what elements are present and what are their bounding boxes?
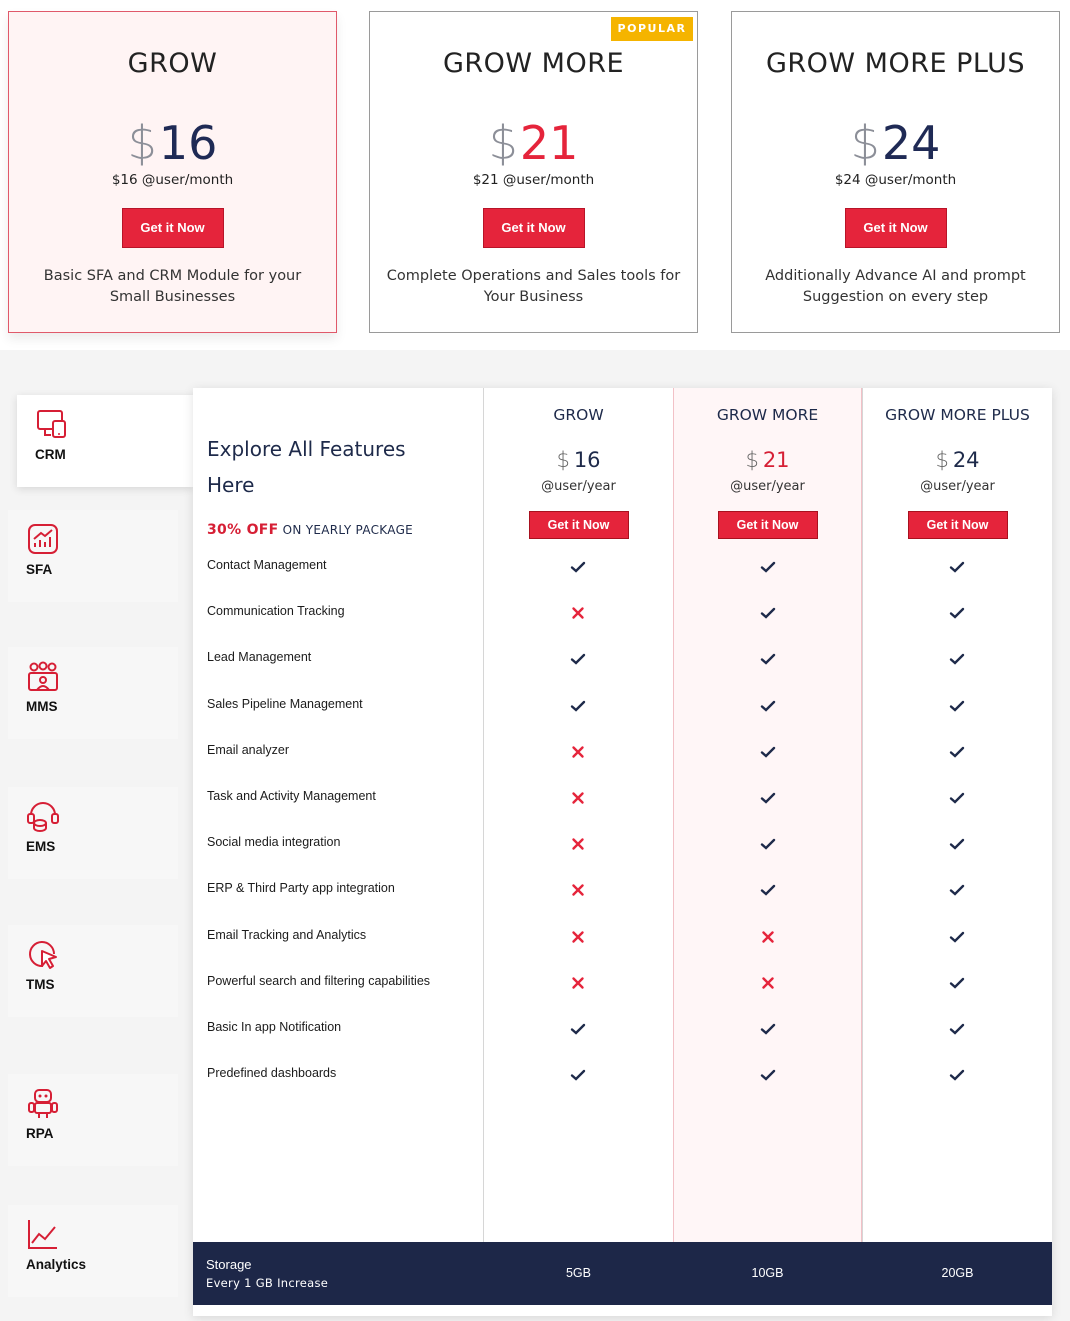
feature-name: Basic In app Notification	[207, 1020, 342, 1034]
explore-heading-line: Explore All Features	[207, 437, 406, 461]
cross-icon	[570, 882, 586, 898]
feature-row	[193, 1063, 1052, 1087]
column-price-per: @user/year	[730, 479, 805, 494]
check-icon	[949, 651, 965, 667]
plan-title: GROW	[127, 48, 218, 79]
feature-name: Social media integration	[207, 835, 341, 850]
check-icon	[760, 882, 776, 898]
check-icon	[570, 651, 586, 667]
currency-symbol: $	[935, 448, 949, 472]
sidebar-item-sfa[interactable]	[8, 510, 178, 602]
storage-value-grow: 5GB	[565, 1266, 591, 1280]
check-icon	[760, 651, 776, 667]
currency-symbol: $	[850, 116, 880, 170]
feature-name: Sales Pipeline Management	[207, 696, 363, 711]
sidebar-item-analytics[interactable]	[8, 1205, 178, 1297]
check-icon	[949, 836, 965, 852]
ems-support-icon	[26, 799, 60, 833]
cross-icon	[570, 836, 586, 852]
cross-icon	[570, 975, 586, 991]
price-amount: 21	[519, 116, 579, 170]
cross-icon	[570, 790, 586, 806]
feature-row	[193, 647, 1052, 671]
check-icon	[949, 698, 965, 714]
column-divider	[862, 388, 863, 1242]
tms-cursor-icon	[26, 937, 60, 971]
mms-team-icon	[26, 659, 60, 693]
column-divider	[483, 388, 484, 1242]
check-icon	[949, 975, 965, 991]
feature-row	[193, 601, 1052, 625]
storage-sublabel: Every 1 GB Increase	[206, 1276, 329, 1290]
cross-icon	[760, 975, 776, 991]
plan-price	[370, 116, 697, 170]
sidebar-item-tms[interactable]	[8, 925, 178, 1017]
feature-name: Task and Activity Management	[207, 789, 376, 803]
check-icon	[760, 1067, 776, 1083]
check-icon	[760, 836, 776, 852]
column-plan-name: GROW MORE PLUS	[885, 406, 1030, 424]
feature-name: Powerful search and filtering capabilities	[207, 973, 431, 988]
sidebar-item-mms[interactable]	[8, 647, 178, 739]
check-icon	[760, 605, 776, 621]
sidebar-item-crm[interactable]	[17, 395, 193, 487]
get-it-now-button-grow-more[interactable]: Get it Now	[483, 208, 585, 248]
plan-price	[9, 116, 336, 170]
cross-icon	[570, 744, 586, 760]
column-price-per: @user/year	[541, 479, 616, 494]
cross-icon	[570, 605, 586, 621]
feature-name: Communication Tracking	[207, 604, 345, 619]
check-icon	[570, 559, 586, 575]
crm-devices-icon	[35, 407, 69, 441]
plan-description: Complete Operations and Sales tools for Your Business	[386, 268, 681, 305]
yearly-offer	[207, 522, 413, 538]
plan-title: GROW MORE	[442, 48, 625, 79]
rpa-robot-icon	[26, 1086, 60, 1120]
price-amount: 21	[762, 448, 790, 472]
feature-row	[193, 925, 1052, 949]
price-amount: 24	[881, 116, 941, 170]
plan-title: GROW MORE PLUS	[765, 48, 1026, 79]
sidebar-item-label: RPA	[26, 1126, 54, 1141]
check-icon	[760, 559, 776, 575]
sidebar-item-label: Analytics	[26, 1257, 87, 1272]
table-get-it-now-button-grow[interactable]: Get it Now	[529, 511, 629, 539]
feature-row	[193, 971, 1052, 995]
check-icon	[949, 1067, 965, 1083]
pricing-card-grow-more-plus	[731, 11, 1060, 333]
currency-symbol: $	[127, 116, 157, 170]
sidebar-item-rpa[interactable]	[8, 1074, 178, 1166]
column-plan-price	[484, 448, 673, 472]
feature-row	[193, 786, 1052, 810]
explore-heading	[207, 431, 406, 503]
currency-symbol: $	[488, 116, 518, 170]
column-plan-name: GROW	[553, 406, 604, 424]
check-icon	[760, 744, 776, 760]
cross-icon	[570, 929, 586, 945]
sidebar-item-label: MMS	[26, 699, 58, 714]
feature-comparison-table	[193, 388, 1052, 1316]
storage-value-grow-more: 10GB	[751, 1266, 784, 1280]
feature-row	[193, 555, 1052, 579]
check-icon	[949, 744, 965, 760]
check-icon	[570, 1021, 586, 1037]
check-icon	[570, 698, 586, 714]
offer-text: ON YEARLY PACKAGE	[278, 523, 414, 537]
price-per-user: $16 @user/month	[111, 172, 234, 188]
feature-name: Email Tracking and Analytics	[207, 927, 367, 942]
sidebar-item-label: TMS	[26, 977, 55, 992]
check-icon	[949, 1021, 965, 1037]
get-it-now-button-grow[interactable]: Get it Now	[122, 208, 224, 248]
feature-row	[193, 878, 1052, 902]
table-get-it-now-button-grow-more-plus[interactable]: Get it Now	[908, 511, 1008, 539]
sidebar-item-label: CRM	[35, 447, 66, 462]
price-amount: 16	[573, 448, 601, 472]
price-per-user: $24 @user/month	[834, 172, 957, 188]
sidebar-item-label: SFA	[26, 562, 53, 577]
price-amount: 24	[952, 448, 980, 472]
feature-name: Contact Management	[207, 558, 327, 572]
check-icon	[760, 1021, 776, 1037]
column-plan-price	[863, 448, 1052, 472]
sfa-chart-icon	[26, 522, 60, 556]
sidebar-item-ems[interactable]	[8, 787, 178, 879]
feature-row	[193, 832, 1052, 856]
sidebar-item-label: EMS	[26, 839, 56, 854]
offer-percent: 30% OFF	[207, 522, 279, 538]
plan-description: Basic SFA and CRM Module for your Small Businesses	[43, 268, 302, 305]
column-plan-name: GROW MORE	[716, 406, 819, 424]
check-icon	[760, 698, 776, 714]
column-price-per: @user/year	[920, 479, 995, 494]
feature-row	[193, 694, 1052, 718]
storage-row	[193, 1242, 1052, 1305]
get-it-now-button-grow-more-plus[interactable]: Get it Now	[845, 208, 947, 248]
table-get-it-now-button-grow-more[interactable]: Get it Now	[718, 511, 818, 539]
feature-name: Predefined dashboards	[207, 1066, 337, 1081]
pricing-card-grow	[8, 11, 337, 333]
currency-symbol: $	[556, 448, 570, 472]
feature-name: ERP & Third Party app integration	[207, 881, 395, 896]
storage-label: Storage	[206, 1257, 252, 1272]
price-amount: 16	[158, 116, 218, 170]
feature-row	[193, 1017, 1052, 1041]
check-icon	[949, 790, 965, 806]
pricing-card-grow-more	[369, 11, 698, 333]
check-icon	[949, 929, 965, 945]
currency-symbol: $	[745, 448, 759, 472]
check-icon	[570, 1067, 586, 1083]
column-plan-price	[673, 448, 862, 472]
price-per-user: $21 @user/month	[472, 172, 595, 188]
check-icon	[760, 790, 776, 806]
cross-icon	[760, 929, 776, 945]
check-icon	[949, 882, 965, 898]
plan-description: Additionally Advance AI and prompt Suggestion on every step	[765, 268, 1026, 305]
check-icon	[949, 559, 965, 575]
popular-badge: POPULAR	[611, 17, 693, 41]
check-icon	[949, 605, 965, 621]
plan-price	[732, 116, 1059, 170]
feature-row	[193, 740, 1052, 764]
storage-value-grow-more-plus: 20GB	[941, 1266, 974, 1280]
explore-heading-line: Here	[207, 473, 255, 497]
feature-name: Email analyzer	[207, 742, 289, 757]
feature-name: Lead Management	[207, 650, 312, 665]
analytics-line-icon	[26, 1217, 60, 1251]
